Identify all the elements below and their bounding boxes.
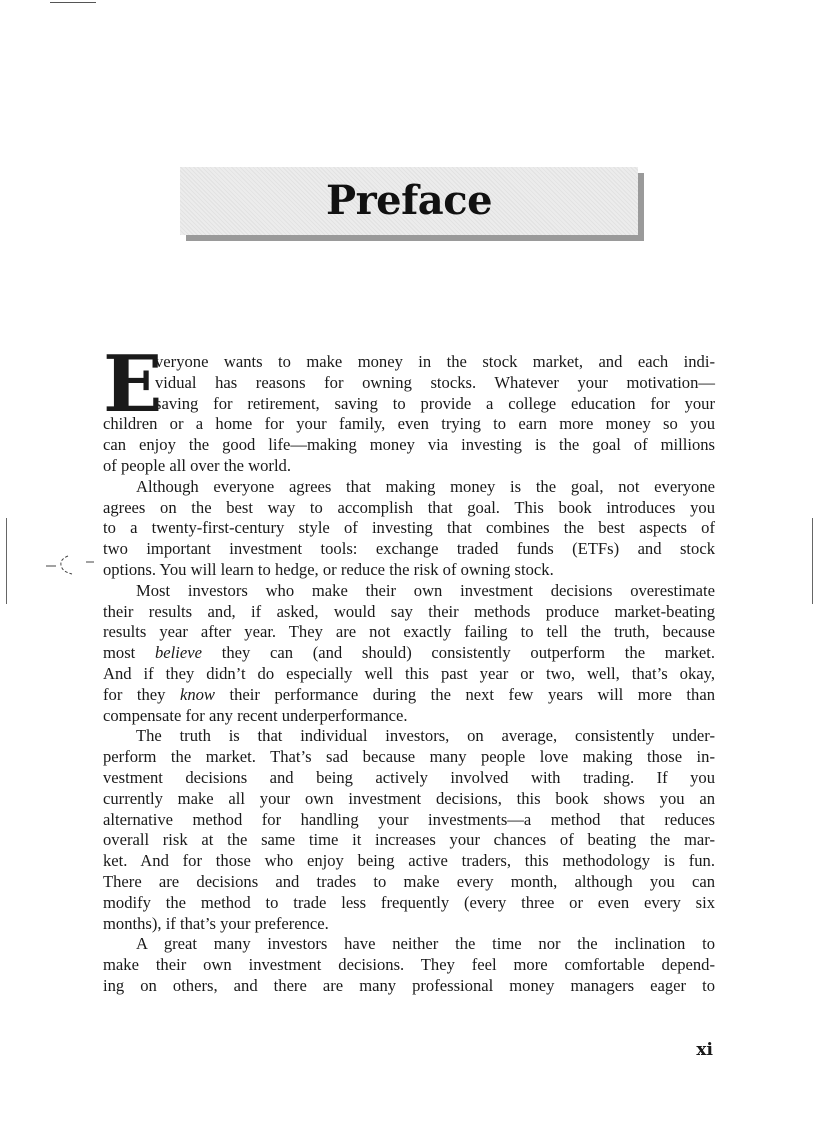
text-line: And if they didn’t do especially well this past year or two, well, that’s okay, [103, 663, 715, 683]
registration-mark [46, 548, 102, 578]
text-line: agrees on the best way to accomplish that goal. This book introduces you [103, 497, 715, 517]
text-line: Most investors who make their own investment decisions overestimate [136, 580, 715, 600]
text-line: A great many investors have neither the time nor the inclination to [136, 934, 715, 954]
text-line: for they know their performance during the next few years will more than [103, 684, 715, 704]
drop-cap: E [103, 339, 163, 430]
text-line: modify the method to trade less frequently (every three or even every six [103, 892, 715, 912]
text-line: The truth is that individual investors, on average, consistently under- [136, 726, 715, 746]
text-line: children or a home for your family, even trying to earn more money so you [103, 414, 715, 434]
body-text [103, 339, 716, 997]
emphasis: know [179, 684, 215, 704]
text-line: compensate for any recent underperformance. [103, 705, 408, 725]
text-line: Although everyone agrees that making money is the goal, not everyone [136, 476, 715, 496]
page-title: Preface [325, 177, 493, 224]
text-line: vidual has reasons for owning stocks. Whatever your motivation— [155, 372, 715, 392]
page-number: xi [696, 1040, 713, 1060]
text-line: There are decisions and trades to make every month, although you can [103, 871, 715, 891]
text-line: perform the market. That’s sad because many people love making those in- [103, 747, 715, 767]
right-margin-rule [812, 518, 813, 604]
title-banner [180, 167, 638, 235]
text-line: currently make all your own investment decisions, this book shows you an [103, 788, 715, 808]
text-line: make their own investment decisions. They feel more comfortable depend- [103, 955, 715, 975]
text-line: ket. And for those who enjoy being active traders, this methodology is fun. [103, 851, 715, 871]
text-line: to a twenty-first-century style of investing that combines the best aspects of [103, 518, 715, 538]
text-line: alternative method for handling your investments—a method that reduces [103, 809, 715, 829]
text-line: options. You will learn to hedge, or reduce the risk of owning stock. [103, 559, 554, 579]
text-line: results year after year. They are not exactly failing to tell the truth, because [103, 622, 715, 642]
text-line: overall risk at the same time it increases your chances of beating the mar- [103, 830, 715, 850]
text-line: most believe they can (and should) consistently outperform the market. [103, 643, 716, 663]
top-crop-rule [50, 2, 96, 3]
emphasis: believe [155, 643, 202, 663]
text-line: can enjoy the good life—making money via investing is the goal of millions [103, 435, 715, 455]
text-line: ing on others, and there are many professional money managers eager to [103, 975, 715, 995]
text-line: of people all over the world. [103, 455, 292, 475]
text-line: saving for retirement, saving to provide a college education for your [155, 393, 715, 413]
text-line: months), if that’s your preference. [103, 913, 329, 933]
text-line: two important investment tools: exchange traded funds (ETFs) and stock [103, 539, 715, 559]
text-line: veryone wants to make money in the stock market, and each indi- [155, 352, 715, 371]
left-margin-rule [6, 518, 7, 604]
text-line: vestment decisions and being actively involved with trading. If you [103, 767, 715, 787]
text-line: their results and, if asked, would say their methods produce market-beating [103, 601, 715, 621]
